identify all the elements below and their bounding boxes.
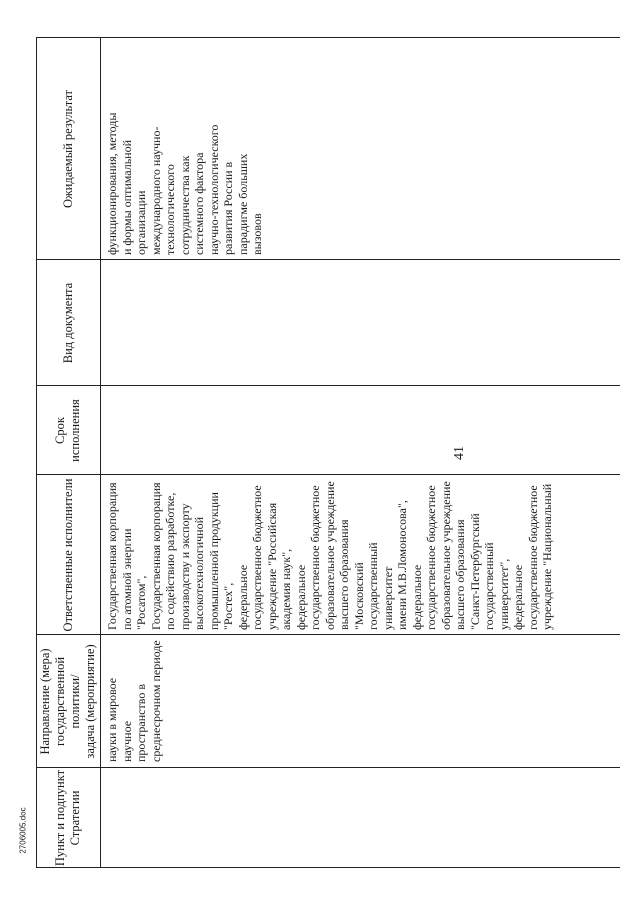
rotated-table xyxy=(36,38,620,868)
header-point: Пункт и подпункт Стратегии xyxy=(53,769,82,867)
footer-code: 2706005.doc xyxy=(18,807,28,854)
cell-executors: Государственная корпорация по атомной энергии "Росатом", Государственная корпорация по содействию разработке, производству и экспорту высокотехнологичной промышленной продукции "Ростех", федеральное государственное бюджетное учреждение "Российская академия наук", федеральное государственное бюджетное образовательное учреждение высшего образования "Московский государственный университет имени М.В.Ломоносова", федеральное государственное бюджетное образовательное учреждение высшего образования "Санкт-Петербургский государственный университет", федеральное государственное бюджетное учреждение "Национальный xyxy=(105,481,554,630)
column-border xyxy=(36,634,620,635)
header-expected-result: Ожидаемый результат xyxy=(60,89,75,209)
column-border xyxy=(36,767,620,768)
cell-direction: науки в мировое научное пространство в среднесрочном периоде xyxy=(105,640,163,762)
column-border xyxy=(36,867,620,868)
header-executors: Ответственные исполнители xyxy=(60,478,75,632)
header-document-type: Вид документа xyxy=(60,282,75,364)
header-deadline: Срок исполнения xyxy=(53,399,82,462)
header-bottom-border xyxy=(100,38,101,868)
column-border xyxy=(36,37,620,38)
cell-expected-result: функционирования, методы и формы оптимальной организации международного научно- технологического сотрудничества как системного фактора научно-технологического развития России в парадигме больших вызовов xyxy=(105,112,264,255)
header-direction: Направление (мера) государственной политики/ задача (мероприятие) xyxy=(38,644,97,759)
column-border xyxy=(36,385,620,386)
page-number: 41 xyxy=(452,446,467,460)
column-border xyxy=(36,259,620,260)
